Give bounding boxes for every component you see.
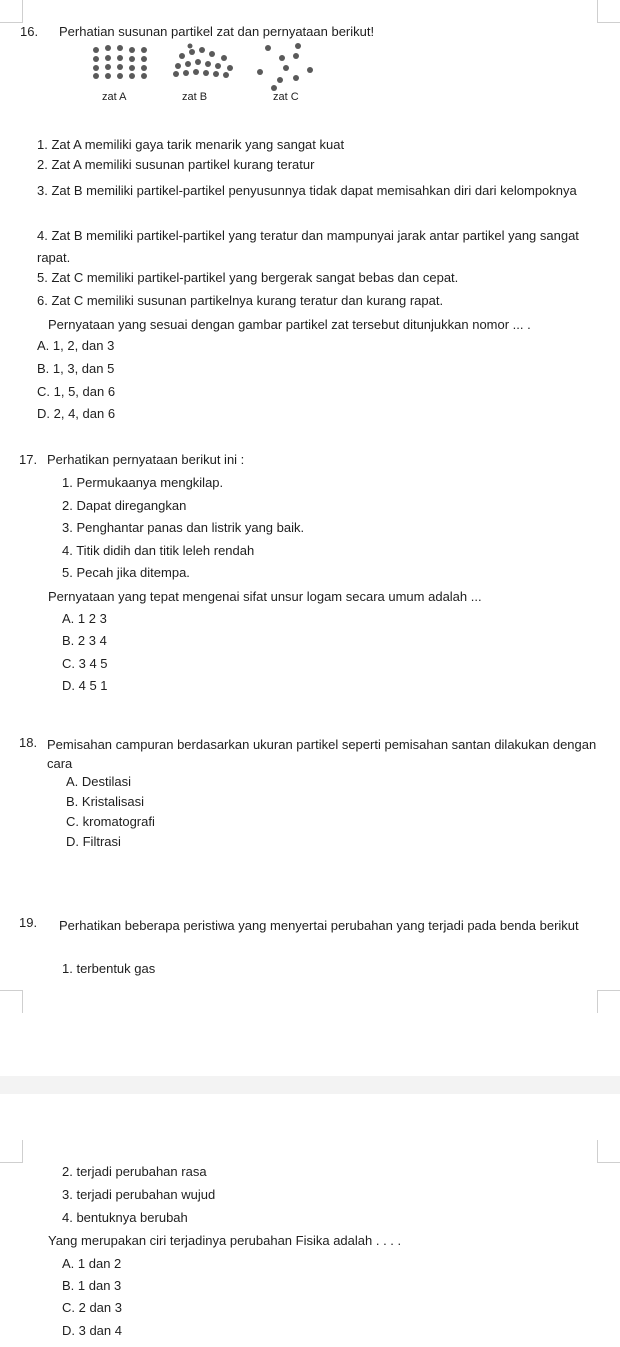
q19-prompt: Perhatikan beberapa peristiwa yang menyertai perubahan yang terjadi pada benda berikut: [59, 918, 579, 933]
q19-option-d[interactable]: D. 3 dan 4: [62, 1323, 122, 1338]
q16-statement: 5. Zat C memiliki partikel-partikel yang bergerak sangat bebas dan cepat.: [37, 270, 459, 285]
zat-b-particles: [173, 44, 233, 79]
q16-prompt: Perhatian susunan partikel zat dan pernyataan berikut!: [59, 24, 375, 39]
q18-option-a[interactable]: A. Destilasi: [66, 774, 132, 789]
q18-number: 18.: [19, 735, 38, 750]
label-zat-b: zat B: [182, 91, 208, 103]
q17-statement: 3. Penghantar panas dan listrik yang baik.: [62, 520, 305, 535]
q17-question: Pernyataan yang tepat mengenai sifat unsur logam secara umum adalah ...: [48, 589, 482, 604]
q18-option-d[interactable]: D. Filtrasi: [66, 834, 121, 849]
q16-statement: 6. Zat C memiliki susunan partikelnya kurang teratur dan kurang rapat.: [37, 293, 444, 308]
page-corner-top-left: [0, 0, 23, 23]
q18-prompt: Pemisahan campuran berdasarkan ukuran partikel seperti pemisahan santan dilakukan dengan cara: [47, 737, 597, 771]
q16-option-a[interactable]: A. 1, 2, dan 3: [37, 338, 115, 353]
q18-option-b[interactable]: B. Kristalisasi: [66, 794, 145, 809]
q17-statement: 2. Dapat diregangkan: [62, 498, 187, 513]
page-corner-top-right: [597, 0, 620, 23]
q17-number: 17.: [19, 452, 38, 467]
q18-option-c[interactable]: C. kromatografi: [66, 814, 155, 829]
q19-statement: 1. terbentuk gas: [62, 961, 156, 976]
q17-statement: 1. Permukaanya mengkilap.: [62, 475, 224, 490]
page-corner-bottom-left: [0, 990, 23, 1013]
q19-option-c[interactable]: C. 2 dan 3: [62, 1300, 122, 1315]
page-corner-bottom-right: [597, 990, 620, 1013]
page2-corner-top-right: [597, 1140, 620, 1163]
q17-option-d[interactable]: D. 4 5 1: [62, 678, 108, 693]
q19-question: Yang merupakan ciri terjadinya perubahan Fisika adalah . . . .: [48, 1233, 402, 1248]
zat-c-particles: [257, 43, 313, 91]
label-zat-a: zat A: [102, 91, 127, 103]
q19-statement: 3. terjadi perubahan wujud: [62, 1187, 216, 1202]
q19-statement: 4. bentuknya berubah: [62, 1210, 188, 1225]
q17-prompt: Perhatikan pernyataan berikut ini :: [47, 452, 245, 467]
q17-statement: 4. Titik didih dan titik leleh rendah: [62, 543, 255, 558]
q19-option-a[interactable]: A. 1 dan 2: [62, 1256, 122, 1271]
q16-option-d[interactable]: D. 2, 4, dan 6: [37, 406, 116, 421]
q16-statement: 2. Zat A memiliki susunan partikel kurang teratur: [37, 157, 315, 172]
zat-a-particles: [93, 45, 147, 79]
q16-statement: 3. Zat B memiliki partikel-partikel penyusunnya tidak dapat memisahkan diri dari kelompoknya: [37, 183, 577, 198]
q16-option-b[interactable]: B. 1, 3, dan 5: [37, 361, 115, 376]
q16-option-c[interactable]: C. 1, 5, dan 6: [37, 384, 116, 399]
page2-corner-top-left: [0, 1140, 23, 1163]
label-zat-c: zat C: [273, 91, 299, 103]
q17-option-c[interactable]: C. 3 4 5: [62, 656, 108, 671]
q19-statement: 2. terjadi perubahan rasa: [62, 1164, 207, 1179]
q19-option-b[interactable]: B. 1 dan 3: [62, 1278, 122, 1293]
page-break: [0, 1076, 620, 1094]
q17-option-b[interactable]: B. 2 3 4: [62, 633, 107, 648]
q16-number: 16.: [20, 24, 39, 39]
q16-question: Pernyataan yang sesuai dengan gambar partikel zat tersebut ditunjukkan nomor ... .: [48, 317, 531, 332]
q17-option-a[interactable]: A. 1 2 3: [62, 611, 107, 626]
q16-statement: 4. Zat B memiliki partikel-partikel yang teratur dan mampunyai jarak antar partikel yang sangat rapat.: [37, 228, 579, 265]
q16-statement: 1. Zat A memiliki gaya tarik menarik yang sangat kuat: [37, 137, 345, 152]
q19-number: 19.: [19, 915, 38, 930]
q17-statement: 5. Pecah jika ditempa.: [62, 565, 190, 580]
